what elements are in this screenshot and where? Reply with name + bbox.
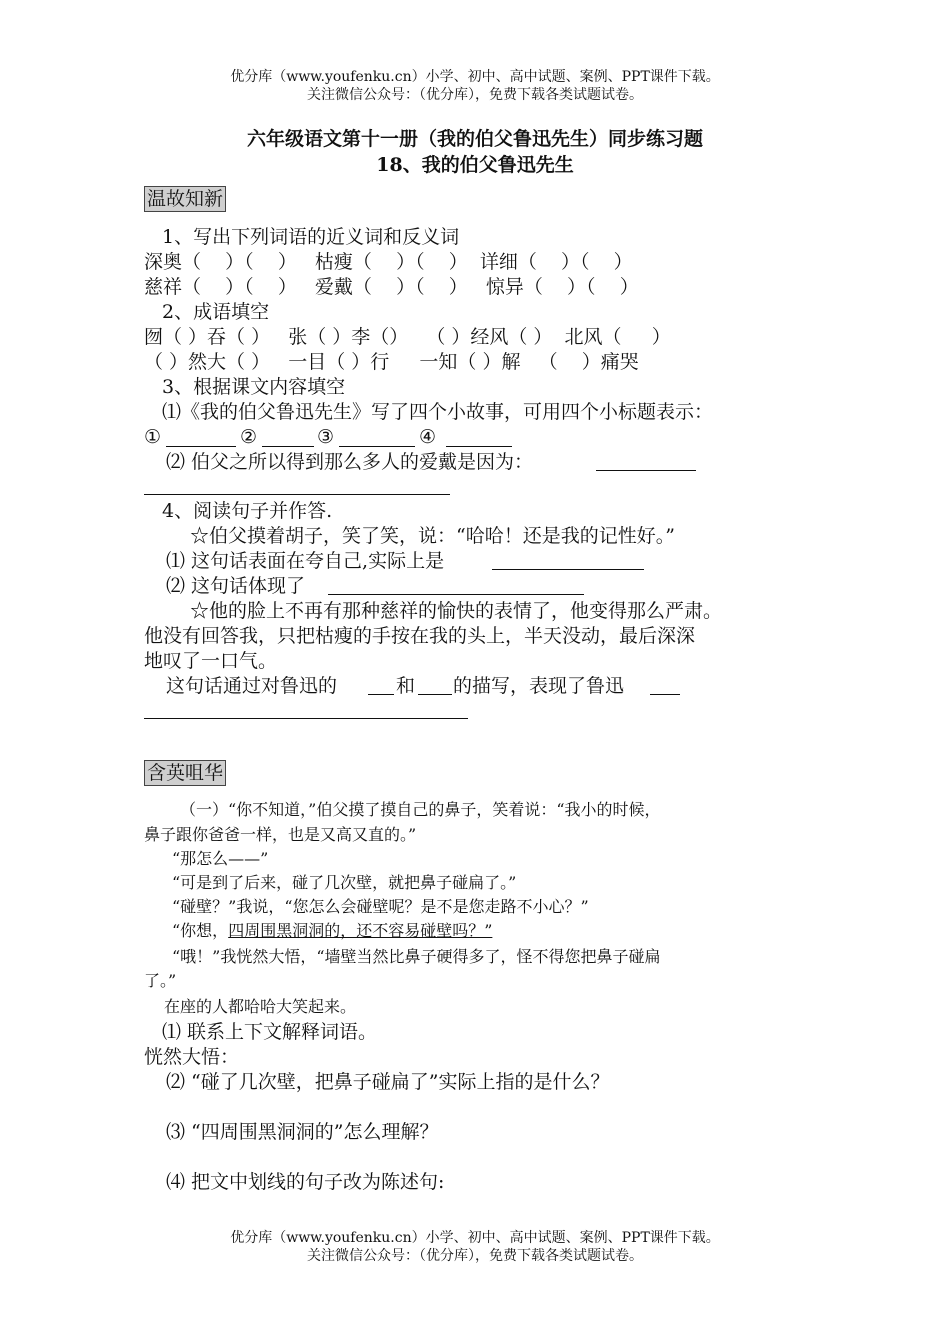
q4-quote-2-line-1: ☆他的脸上不再有那种慈祥的愉快的表情了，他变得那么严肃。 (190, 600, 723, 622)
answer-blank[interactable] (328, 594, 584, 595)
footer-line-1: 优分库（www.youfenku.cn）小学、初中、高中试题、案例、PPT课件下载。 (230, 1230, 720, 1246)
passage-line: 鼻子跟你爸爸一样，也是又高又直的。” (144, 825, 417, 844)
passage-line: （一）“你不知道，”伯父摸了摸自己的鼻子，笑着说：“我小的时候， (180, 800, 661, 819)
q4-answer-3-part-3: 的描写，表现了鲁迅 (453, 675, 625, 697)
blank-mark-1: ① (144, 426, 162, 448)
answer-blank[interactable] (262, 446, 314, 447)
q3-part-2: ⑵ 伯父之所以得到那么多人的爱戴是因为： (166, 451, 534, 473)
reading-question-3: ⑶ “四周围黑洞洞的”怎么理解？ (166, 1121, 439, 1143)
q4-quote-2-line-3: 地叹了一口气。 (144, 650, 278, 672)
q4-answer-3-part-2: 和 (396, 675, 416, 697)
blank-mark-4: ④ (419, 426, 437, 448)
reading-question-1-word: 恍然大悟： (144, 1046, 240, 1068)
passage-text: “你想， (172, 921, 229, 940)
lesson-title: 18、我的伯父鲁迅先生 (376, 154, 574, 176)
passage-line: “碰壁？”我说，“您怎么会碰壁呢？是不是您走路不小心？” (172, 897, 589, 916)
answer-blank[interactable] (339, 446, 415, 447)
q2-prompt: 2、成语填空 (162, 301, 270, 323)
blank-mark-3: ③ (317, 426, 335, 448)
q3-prompt: 3、根据课文内容填空 (162, 376, 346, 398)
page-title: 六年级语文第十一册（我的伯父鲁迅先生）同步练习题 (246, 128, 703, 150)
q1-row-2: 慈祥（ ）（ ） 爱戴（ ）（ ） 惊异（ ）（ ） (144, 276, 639, 298)
answer-blank[interactable] (418, 694, 452, 695)
answer-blank[interactable] (446, 446, 512, 447)
answer-blank[interactable] (368, 694, 394, 695)
answer-blank[interactable] (166, 446, 236, 447)
q4-answer-1: ⑴ 这句话表面在夸自己,实际上是 (166, 550, 445, 572)
blank-mark-2: ② (240, 426, 258, 448)
underlined-sentence: 四周围黑洞洞的，还不容易碰壁吗？” (228, 921, 493, 940)
q4-quote-2-line-2: 他没有回答我，只把枯瘦的手按在我的头上，半天没动，最后深深 (144, 625, 696, 647)
answer-blank[interactable] (650, 694, 680, 695)
reading-question-4: ⑷ 把文中划线的句子改为陈述句: (166, 1171, 445, 1193)
q3-part-1: ⑴《我的伯父鲁迅先生》写了四个小故事，可用四个小标题表示： (162, 401, 714, 423)
answer-blank[interactable] (144, 494, 450, 495)
passage-line (172, 920, 492, 942)
q4-answer-3-part-1: 这句话通过对鲁迅的 (166, 675, 338, 697)
answer-blank[interactable] (492, 569, 644, 570)
q1-row-1: 深奥（ ）（ ） 枯瘦（ ）（ ） 详细（ ）（ ） (144, 251, 633, 273)
reading-question-2: ⑵ “碰了几次壁，把鼻子碰扁了”实际上指的是什么？ (166, 1071, 610, 1093)
q1-prompt: 1、写出下列词语的近义词和反义词 (162, 226, 460, 248)
q2-row-1: 囫（ ）吞（ ） 张（ ）李（） （ ）经风（ ） 北风（ ） (144, 326, 671, 348)
passage-line: 了。” (144, 971, 177, 990)
answer-blank[interactable] (596, 470, 696, 471)
header-line-2: 关注微信公众号：（优分库），免费下载各类试题试卷。 (307, 87, 643, 103)
passage-line: “哦！”我恍然大悟，“墙壁当然比鼻子硬得多了，怪不得您把鼻子碰扁 (172, 947, 661, 966)
header-line-1: 优分库（www.youfenku.cn）小学、初中、高中试题、案例、PPT课件下载。 (230, 69, 720, 85)
footer-line-2: 关注微信公众号：（优分库），免费下载各类试题试卷。 (307, 1248, 643, 1264)
passage-line: “可是到了后来，碰了几次壁，就把鼻子碰扁了。” (172, 873, 517, 892)
q4-answer-2: ⑵ 这句话体现了 (166, 575, 306, 597)
section-label-review: 温故知新 (144, 186, 226, 212)
passage-line: “那怎么——” (172, 849, 269, 868)
passage-line: 在座的人都哈哈大笑起来。 (164, 997, 357, 1016)
section-label-reading: 含英咀华 (144, 760, 226, 786)
q4-prompt: 4、阅读句子并作答. (162, 500, 333, 522)
q4-quote-1: ☆伯父摸着胡子，笑了笑，说：“哈哈！还是我的记性好。” (190, 525, 675, 547)
q2-row-2: （ ）然大（ ） 一目（ ）行 一知（ ）解 （ ）痛哭 (144, 351, 639, 373)
answer-blank[interactable] (144, 718, 468, 719)
reading-question-1: ⑴ 联系上下文解释词语。 (162, 1021, 378, 1043)
